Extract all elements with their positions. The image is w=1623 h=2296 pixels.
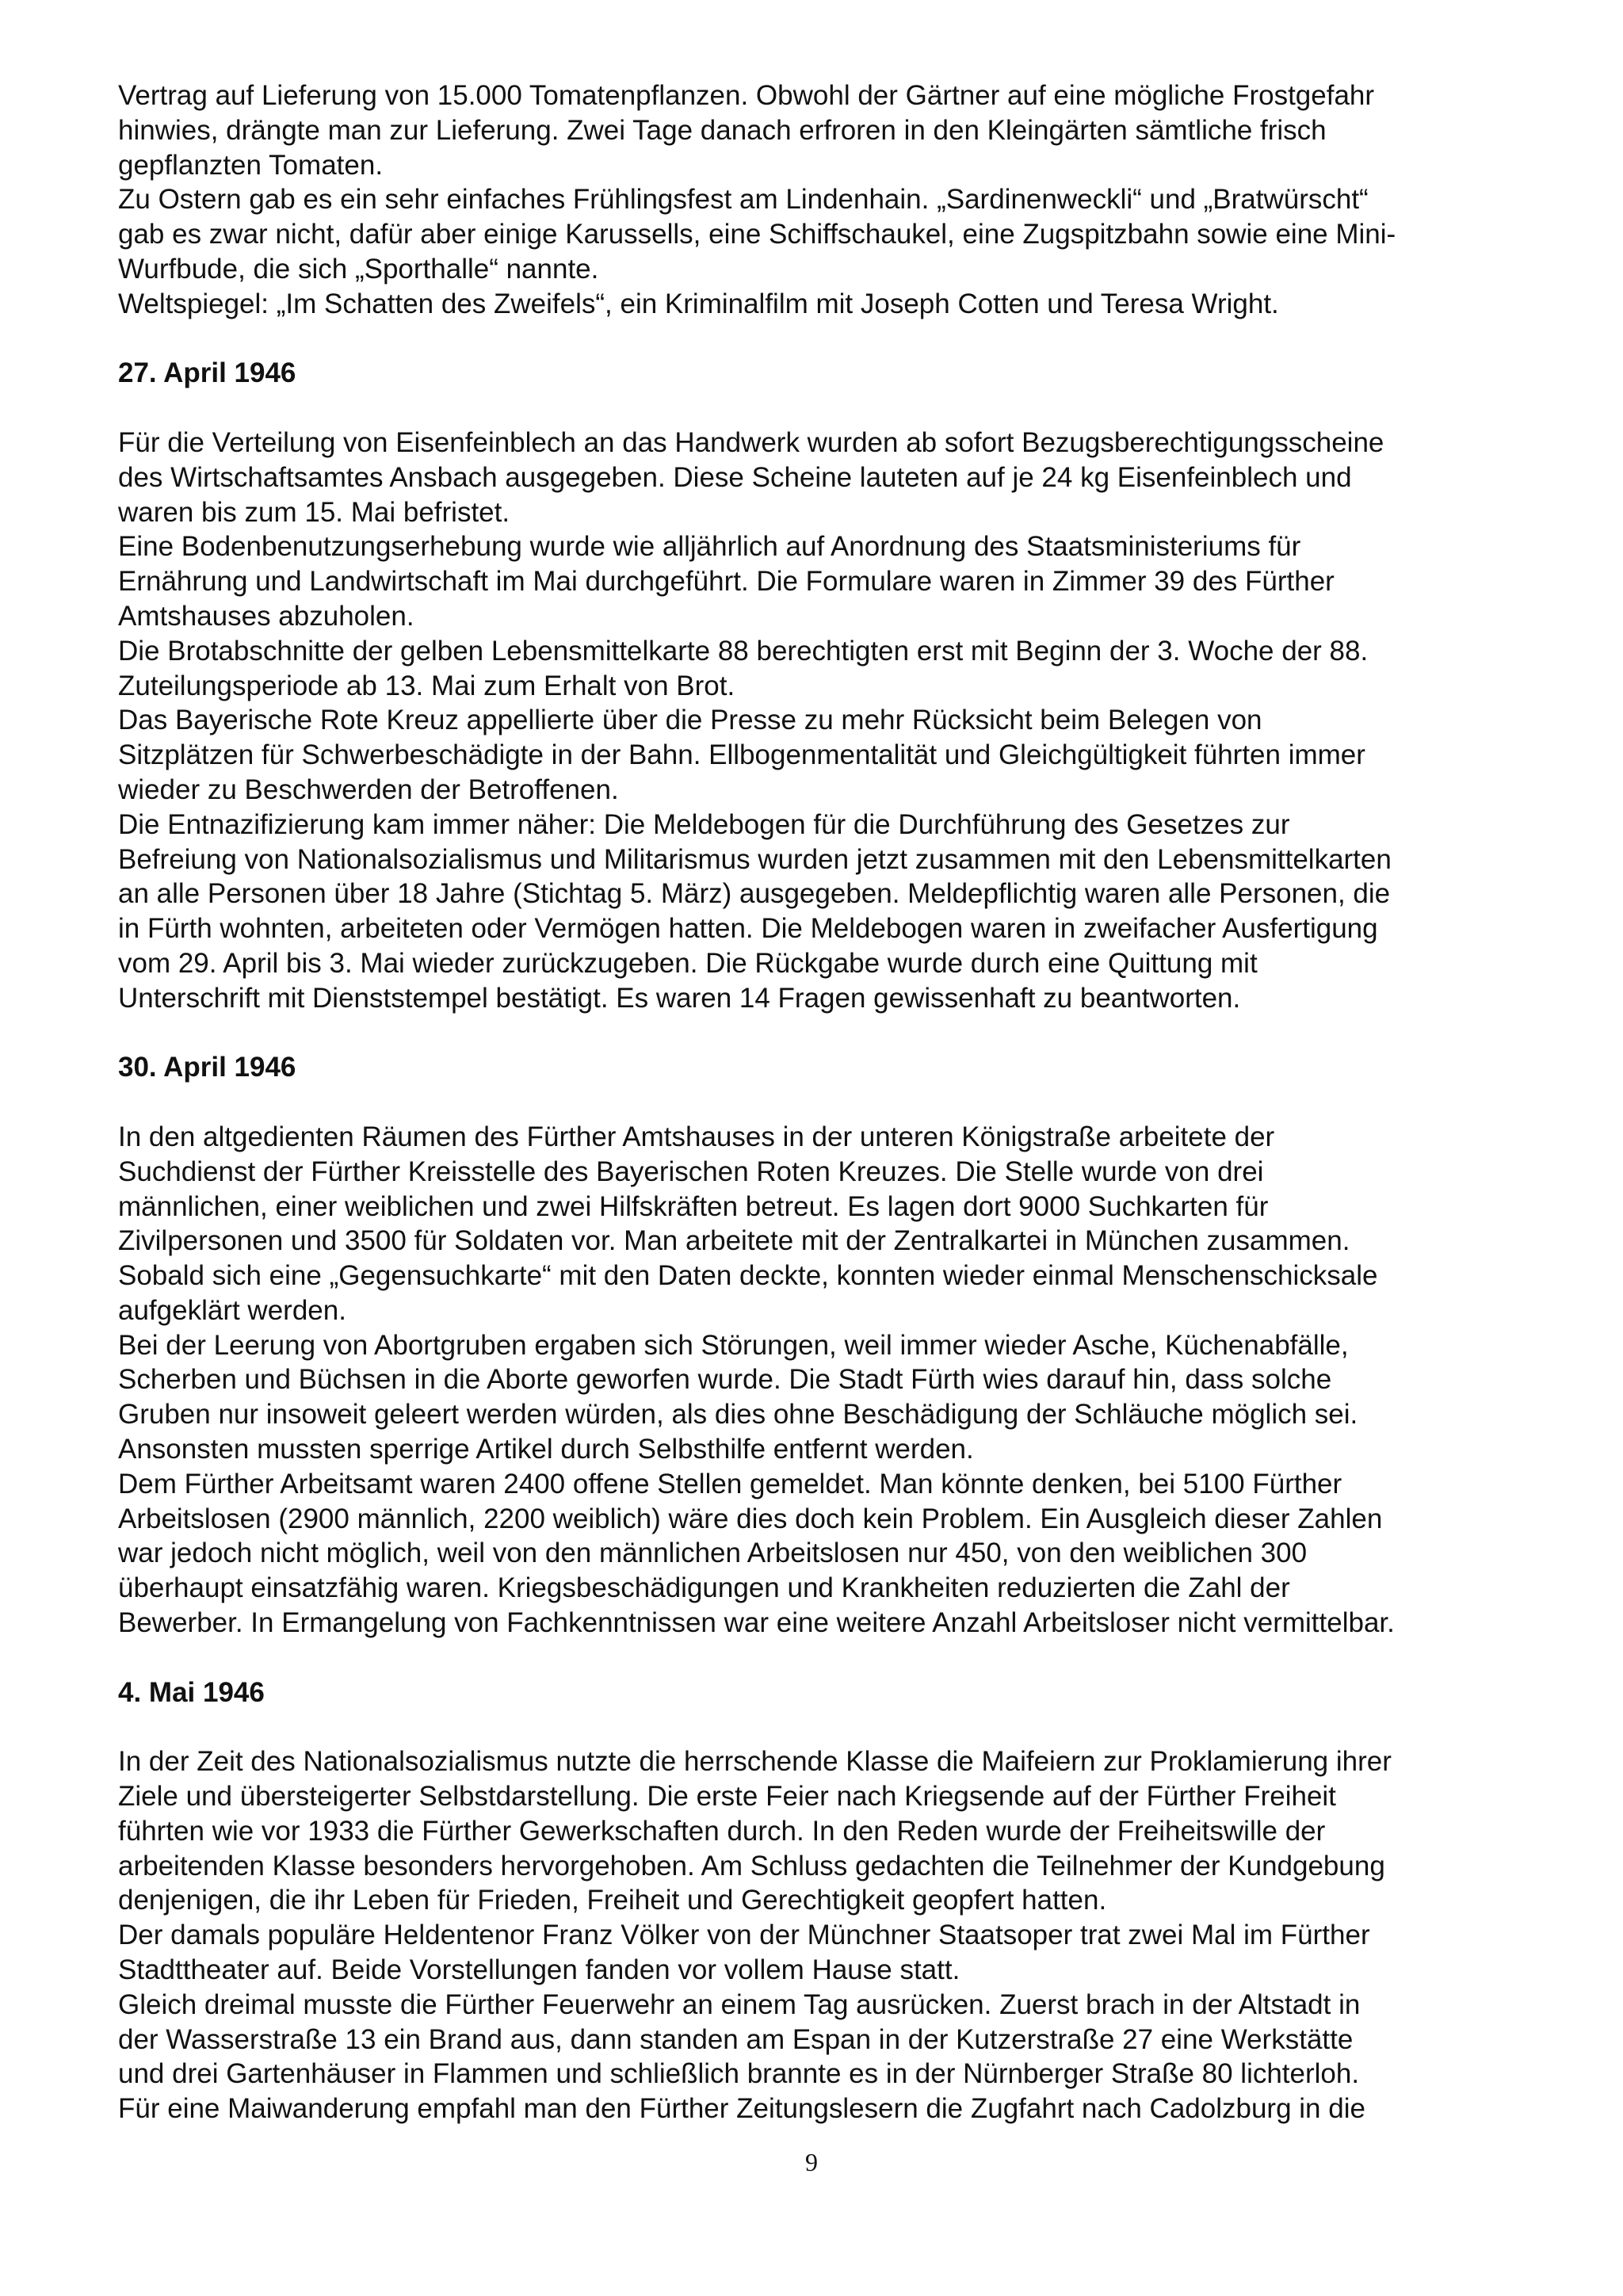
blank-line — [118, 1016, 1513, 1051]
text-line: wieder zu Beschwerden der Betroffenen. — [118, 774, 619, 805]
text-line: Amtshauses abzuholen. — [118, 600, 414, 632]
text-line: Scherben und Büchsen in die Aborte geworfen wurde. Die Stadt Fürth wies darauf hin, dass solche — [118, 1364, 1332, 1396]
text-line: In der Zeit des Nationalsozialismus nutzte die herrschende Klasse die Maifeiern zur Proklamierung ihrer — [118, 1746, 1392, 1778]
blank-line — [118, 391, 1513, 426]
text-line: Die Entnazifizierung kam immer näher: Die Meldebogen für die Durchführung des Gesetzes zur — [118, 808, 1290, 840]
text-line: Für eine Maiwanderung empfahl man den Fürther Zeitungslesern die Zugfahrt nach Cadolzburg in die — [118, 2093, 1365, 2125]
text-line: In den altgedienten Räumen des Fürther Amtshauses in der unteren Königstraße arbeitete der — [118, 1121, 1275, 1152]
text-line: Der damals populäre Heldentenor Franz Völker von der Münchner Staatsoper trat zwei Mal im Fürther — [118, 1920, 1370, 1951]
text-line: waren bis zum 15. Mai befristet. — [118, 496, 510, 528]
text-line: Ansonsten mussten sperrige Artikel durch Selbsthilfe entfernt werden. — [118, 1434, 974, 1465]
text-line: Vertrag auf Lieferung von 15.000 Tomatenpflanzen. Obwohl der Gärtner auf eine mögliche Frostgefahr — [118, 80, 1375, 111]
text-line: Gleich dreimal musste die Fürther Feuerwehr an einem Tag ausrücken. Zuerst brach in der Altstadt in — [118, 1988, 1361, 2020]
text-line: Sitzplätzen für Schwerbeschädigte in der Bahn. Ellbogenmentalität und Gleichgültigkeit führten immer — [118, 739, 1365, 771]
text-line: vom 29. April bis 3. Mai wieder zurückzugeben. Die Rückgabe wurde durch eine Quittung mit — [118, 947, 1258, 979]
section-heading: 4. Mai 1946 — [118, 1676, 265, 1708]
text-line: Weltspiegel: „Im Schatten des Zweifels“, ein Kriminalfilm mit Joseph Cotten und Teresa Wright. — [118, 288, 1279, 319]
text-line: Unterschrift mit Dienststempel bestätigt. Es waren 14 Fragen gewissenhaft zu beantworten. — [118, 982, 1241, 1014]
blank-line — [118, 1085, 1513, 1120]
text-line: arbeitenden Klasse besonders hervorgehoben. Am Schluss gedachten die Teilnehmer der Kundgebung — [118, 1850, 1385, 1881]
text-line: an alle Personen über 18 Jahre (Stichtag 5. März) ausgegeben. Meldepflichtig waren alle Personen, die — [118, 878, 1391, 910]
text-line: in Fürth wohnten, arbeiteten oder Vermögen hatten. Die Meldebogen waren in zweifacher Ausfertigung — [118, 913, 1378, 945]
text-line: hinwies, drängte man zur Lieferung. Zwei Tage danach erfroren in den Kleingärten sämtliche frisch — [118, 114, 1327, 146]
text-line: war jedoch nicht möglich, weil von den männlichen Arbeitslosen nur 450, von den weiblichen 300 — [118, 1538, 1308, 1569]
text-line: Gruben nur insoweit geleert werden würden, als dies ohne Beschädigung der Schläuche möglich sei. — [118, 1399, 1358, 1431]
blank-line — [118, 322, 1513, 357]
text-line: Sobald sich eine „Gegensuchkarte“ mit den Daten deckte, konnten wieder einmal Menschenschicksale — [118, 1260, 1378, 1292]
text-line: führten wie vor 1933 die Fürther Gewerkschaften durch. In den Reden wurde der Freiheitswille der — [118, 1815, 1326, 1847]
text-line: Zuteilungsperiode ab 13. Mai zum Erhalt von Brot. — [118, 670, 735, 701]
text-line: Bewerber. In Ermangelung von Fachkenntnissen war eine weitere Anzahl Arbeitsloser nicht vermittelbar. — [118, 1607, 1395, 1639]
text-line: der Wasserstraße 13 ein Brand aus, dann standen am Espan in der Kutzerstraße 27 eine Werkstätte — [118, 2023, 1354, 2055]
text-line: Suchdienst der Fürther Kreisstelle des Bayerischen Roten Kreuzes. Die Stelle wurde von drei — [118, 1156, 1264, 1187]
text-line: Befreiung von Nationalsozialismus und Militarismus wurden jetzt zusammen mit den Lebensmittelkarten — [118, 843, 1392, 875]
blank-line — [118, 1641, 1513, 1675]
text-line: Bei der Leerung von Abortgruben ergaben sich Störungen, weil immer wieder Asche, Küchenabfälle, — [118, 1329, 1349, 1361]
text-line: Ziele und übersteigerter Selbstdarstellung. Die erste Feier nach Kriegsende auf der Fürther Freiheit — [118, 1781, 1336, 1813]
text-line: gab es zwar nicht, dafür aber einige Karussells, eine Schiffschaukel, eine Zugspitzbahn sowie eine Mini- — [118, 219, 1396, 250]
text-line: denjenigen, die ihr Leben für Frieden, Freiheit und Gerechtigkeit geopfert hatten. — [118, 1885, 1107, 1916]
text-line: Die Brotabschnitte der gelben Lebensmittelkarte 88 berechtigten erst mit Beginn der 3. Woche der 88. — [118, 635, 1369, 667]
text-line: Eine Bodenbenutzungserhebung wurde wie alljährlich auf Anordnung des Staatsministeriums für — [118, 531, 1301, 563]
text-line: Wurfbude, die sich „Sporthalle“ nannte. — [118, 253, 599, 285]
blank-line — [118, 1710, 1513, 1744]
text-line: überhaupt einsatzfähig waren. Kriegsbeschädigungen und Krankheiten reduzierten die Zahl der — [118, 1572, 1290, 1604]
section-heading: 27. April 1946 — [118, 357, 296, 389]
document-body — [118, 78, 1513, 2126]
text-line: Zivilpersonen und 3500 für Soldaten vor. Man arbeitete mit der Zentralkartei in München zusammen. — [118, 1225, 1350, 1257]
text-line: Stadttheater auf. Beide Vorstellungen fanden vor vollem Hause statt. — [118, 1954, 960, 1986]
text-line: Dem Fürther Arbeitsamt waren 2400 offene Stellen gemeldet. Man könnte denken, bei 5100 Fürther — [118, 1468, 1342, 1499]
text-line: Arbeitslosen (2900 männlich, 2200 weiblich) wäre dies doch kein Problem. Ein Ausgleich dieser Zahlen — [118, 1503, 1383, 1534]
text-line: aufgeklärt werden. — [118, 1294, 346, 1326]
text-line: männlichen, einer weiblichen und zwei Hilfskräften betreut. Es lagen dort 9000 Suchkarten für — [118, 1190, 1269, 1222]
text-line: und drei Gartenhäuser in Flammen und schließlich brannte es in der Nürnberger Straße 80 lichterloh. — [118, 2058, 1360, 2090]
text-line: Ernährung und Landwirtschaft im Mai durchgeführt. Die Formulare waren in Zimmer 39 des Fürther — [118, 566, 1335, 598]
text-line: Zu Ostern gab es ein sehr einfaches Frühlingsfest am Lindenhain. „Sardinenweckli“ und „Bratwürscht“ — [118, 184, 1369, 216]
text-line: des Wirtschaftsamtes Ansbach ausgegeben. Diese Scheine lauteten auf je 24 kg Eisenfeinblech und — [118, 461, 1352, 493]
text-line: Das Bayerische Rote Kreuz appellierte über die Presse zu mehr Rücksicht beim Belegen von — [118, 705, 1262, 736]
text-line: Für die Verteilung von Eisenfeinblech an das Handwerk wurden ab sofort Bezugsberechtigungsscheine — [118, 426, 1384, 458]
text-line: gepflanzten Tomaten. — [118, 149, 384, 181]
page-number: 9 — [805, 2148, 818, 2176]
section-heading: 30. April 1946 — [118, 1052, 296, 1083]
